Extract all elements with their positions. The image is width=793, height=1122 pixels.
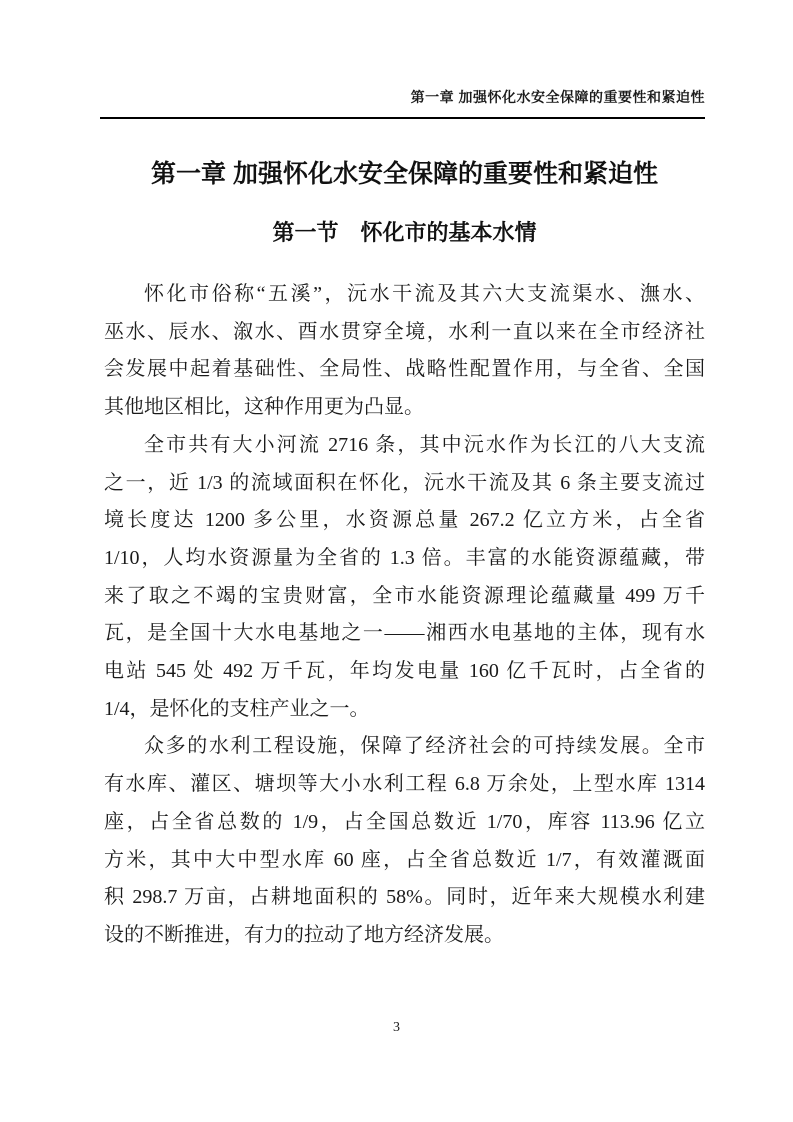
text-line: 1/10，人均水资源量为全省的 1.3 倍。丰富的水能资源蕴藏，带	[104, 546, 705, 569]
text-line: 积 298.7 万亩，占耕地面积的 58%。同时，近年来大规模水利建	[104, 886, 705, 909]
text-line: 其他地区相比，这种作用更为凸显。	[104, 396, 424, 419]
header-rule	[100, 117, 705, 119]
text-line: 怀化市俗称“五溪”，沅水干流及其六大支流渠水、潕水、	[144, 283, 705, 305]
paragraph	[104, 427, 705, 729]
text-line: 1/4，是怀化的支柱产业之一。	[104, 697, 370, 720]
text-line: 境长度达 1200 多公里，水资源总量 267.2 亿立方米，占全省	[104, 509, 705, 532]
text-line: 全市共有大小河流 2716 条，其中沅水作为长江的八大支流	[144, 433, 705, 456]
text-line: 众多的水利工程设施，保障了经济社会的可持续发展。全市	[144, 735, 705, 758]
text-line: 瓦，是全国十大水电基地之一——湘西水电基地的主体，现有水	[104, 622, 705, 645]
text-line: 之一，近 1/3 的流域面积在怀化，沅水干流及其 6 条主要支流过	[104, 471, 705, 494]
running-header: 第一章 加强怀化水安全保障的重要性和紧迫性	[410, 89, 705, 105]
chapter-title: 第一章 加强怀化水安全保障的重要性和紧迫性	[151, 160, 658, 188]
paragraph	[104, 276, 705, 427]
body-paragraphs	[104, 276, 705, 955]
text-line: 方米，其中大中型水库 60 座，占全省总数近 1/7，有效灌溉面	[104, 848, 705, 871]
text-line: 会发展中起着基础性、全局性、战略性配置作用，与全省、全国	[104, 358, 705, 381]
section-title: 第一节 怀化市的基本水情	[272, 220, 537, 245]
text-line: 有水库、灌区、塘坝等大小水利工程 6.8 万余处，上型水库 1314	[104, 773, 705, 796]
paragraph	[104, 728, 705, 954]
text-line: 座，占全省总数的 1/9，占全国总数近 1/70，库容 113.96 亿立	[104, 810, 705, 833]
text-line: 来了取之不竭的宝贵财富，全市水能资源理论蕴藏量 499 万千	[104, 584, 705, 607]
text-line: 巫水、辰水、溆水、酉水贯穿全境，水利一直以来在全市经济社	[104, 320, 705, 343]
text-line: 设的不断推进，有力的拉动了地方经济发展。	[104, 923, 504, 946]
page-number: 3	[393, 1020, 400, 1035]
text-line: 电站 545 处 492 万千瓦，年均发电量 160 亿千瓦时，占全省的	[104, 660, 705, 683]
